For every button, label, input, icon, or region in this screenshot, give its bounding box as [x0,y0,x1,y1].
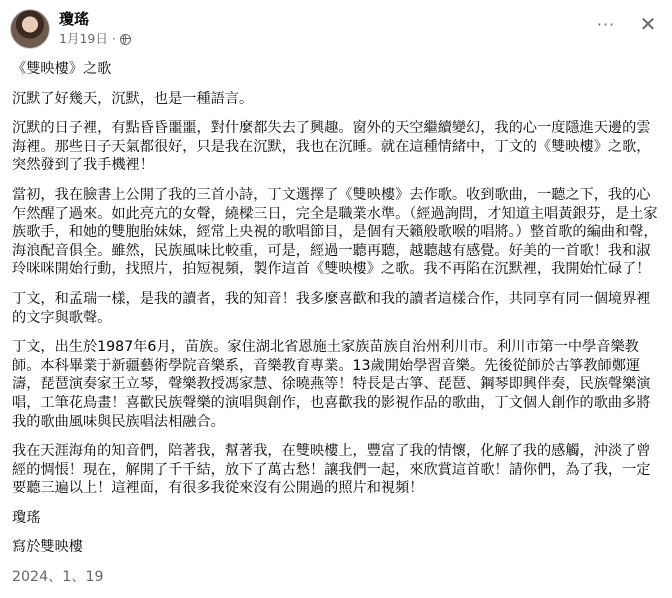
post-body [12,60,662,598]
author-name[interactable]: 瓊瑤 [59,10,90,28]
post-meta [59,10,131,48]
more-horizontal-icon: ··· [596,14,616,34]
close-button[interactable] [636,12,660,36]
post-paragraph: 沉默了好幾天，沉默，也是一種語言。 [12,90,254,107]
post-paragraph: 當初，我在臉書上公開了我的三首小詩，丁文選擇了《雙映樓》去作歌。收到歌曲，一聽之下，我的心乍然醒了過來。如此亮亢的女聲，繞樑三日，完全是職業水準。（經過詢問，才知道主唱黃銀芬，是土家族歌手，和她的雙胞胎妹妹，經常上央視的歌唱節目，是個有天籟般歌喉的唱將。）整首歌的編曲和聲，海浪配音俱全。雖然，民族風味比較重，可是，經過一聽再聽，越聽越有感覺。好美的一首歌！我和淑玲咪咪開始行動，找照片，拍短視頻，製作這首《雙映樓》之歌。我不再陷在沉默裡，我開始忙碌了！ [12,186,658,278]
signature-name: 瓊瑤 [12,509,41,526]
post-paragraph: 我在天涯海角的知音們，陪著我，幫著我，在雙映樓上，豐富了我的情懷，化解了我的感觸，沖淡了曾經的惆悵！現在，解開了千千結，放下了萬古愁！讓我們一起，來欣賞這首歌！請你們，為了我，一定要聽三遍以上！這裡面，有很多我從來沒有公開過的照片和視頻！ [12,443,651,497]
post-date[interactable]: 1月19日 [59,31,108,46]
signature-place: 寫於雙映樓 [12,539,83,556]
post-subline [59,30,131,48]
avatar[interactable] [10,9,50,49]
signature-date: 2024、1、19 [12,569,104,586]
globe-icon [120,34,131,45]
post-paragraph: 丁文，出生於1987年6月，苗族。家住湖北省恩施土家族苗族自治州利川市。利川市第一中學音樂教師。本科畢業于新疆藝術學院音樂系，音樂教育專業。13歲開始學習音樂。先後從師於古箏教師鄭運濤，琵琶演奏家王立琴，聲樂教授馮家慧、徐曉燕等！特長是古箏、琵琶、鋼琴即興伴奏，民族聲樂演唱，工筆花鳥畫！喜歡民族聲樂的演唱與創作，也喜歡我的影視作品的歌曲，丁文個人創作的歌曲多將我的歌曲風味與民族唱法相融合。 [12,339,651,430]
post-paragraph: 丁文，和孟瑞一樣，是我的讀者，我的知音！我多麼喜歡和我的讀者這樣合作，共同享有同一個境界裡的文字與歌聲。 [12,290,651,326]
meta-separator: · [111,31,116,46]
close-icon: ✕ [639,12,657,36]
more-options-button[interactable] [592,14,620,34]
post-paragraph: 《雙映樓》之歌 [12,61,112,77]
post-paragraph: 沉默的日子裡，有點昏昏噩噩，對什麼都失去了興趣。窗外的天空繼續變幻，我的心一度隱進天邊的雲海裡。那些日子天氣都很好，只是我在沉默，我也在沉睡。就在這種情緒中，丁文的《雙映樓》之歌，突然發到了我手機裡！ [12,120,651,174]
post-header [10,8,131,50]
